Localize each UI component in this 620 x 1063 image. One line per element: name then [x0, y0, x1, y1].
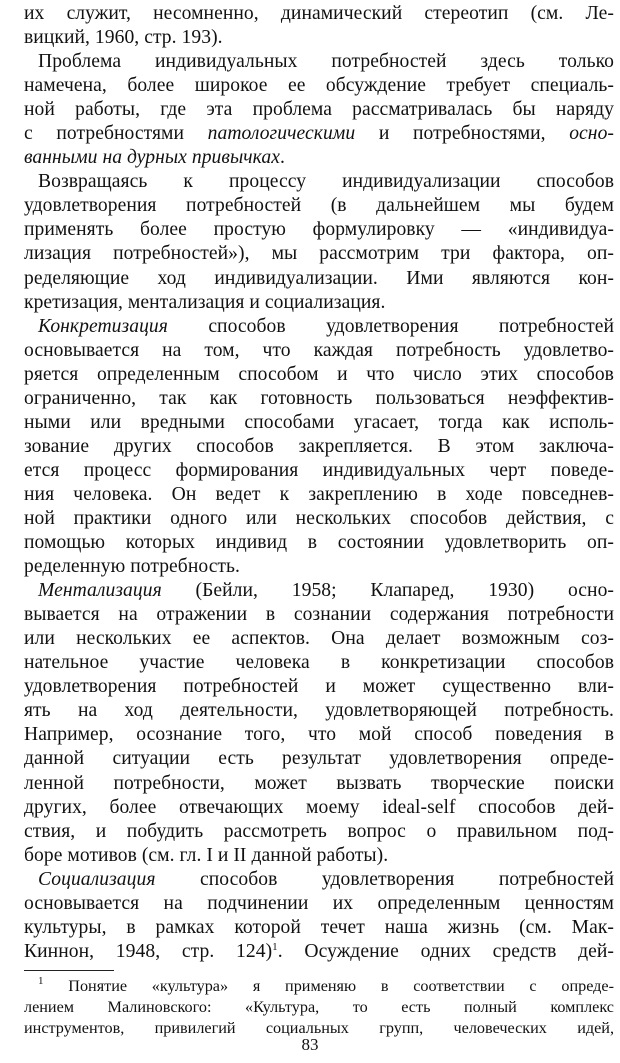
text-segment: применять более простую формулировку — «индивидуа-	[24, 219, 614, 241]
text-segment: Проблема индивидуальных потребностей здесь только	[38, 51, 614, 73]
text-line	[24, 699, 614, 723]
text-line	[24, 170, 614, 194]
text-line	[24, 50, 614, 74]
text-line	[24, 747, 614, 771]
footnote	[24, 976, 614, 1040]
text-segment: ной практики одного или нескольких способов действия, с	[24, 507, 614, 529]
text-segment: Например, осознание того, что мой способ поведения в	[24, 724, 614, 746]
text-line	[24, 387, 614, 411]
text-line	[24, 603, 614, 627]
italic-term: ванными на дурных привычках	[24, 147, 281, 169]
text-line	[24, 2, 614, 26]
text-segment: или нескольких ее аспектов. Она делает возможным соз-	[24, 628, 614, 650]
text-segment: зование других способов закрепляется. В этом заключа-	[24, 435, 614, 457]
page-content	[24, 2, 614, 1040]
text-segment: данной ситуации есть результат удовлетворения опреде-	[24, 748, 614, 770]
text-segment: .	[280, 147, 285, 169]
text-segment: ределенную потребность.	[24, 556, 240, 578]
text-segment: способов удовлетворения потребностей	[155, 868, 614, 890]
text-line	[24, 844, 614, 868]
text-segment: помощью которых индивид в состоянии удовлетворить оп-	[24, 532, 614, 554]
text-segment: . Осуждение одних средств дей-	[277, 940, 614, 962]
text-line	[24, 267, 614, 291]
text-line	[24, 675, 614, 699]
text-segment: нательное участие человека в конкретизации способов	[24, 652, 614, 674]
text-segment: ять на ход деятельности, удовлетворяющей потребность.	[24, 700, 614, 722]
footnote-divider	[24, 970, 114, 971]
text-segment: ствия, и побудить рассмотреть вопрос о правильном под-	[24, 820, 614, 842]
text-line	[24, 194, 614, 218]
text-line	[24, 218, 614, 242]
text-line	[24, 796, 614, 820]
text-line	[24, 411, 614, 435]
text-segment: ряется определенным способом и что число этих способов	[24, 363, 614, 385]
text-line	[24, 483, 614, 507]
text-segment: ленной потребности, может вызвать творческие поиски	[24, 772, 614, 794]
footnote-text: инструментов, привилегий социальных групп, человеческих идей,	[24, 1019, 614, 1038]
text-line	[24, 579, 614, 603]
text-segment: боре мотивов (см. гл. I и II данной работы).	[24, 844, 389, 866]
text-line	[24, 940, 614, 964]
text-line	[24, 74, 614, 98]
text-line	[24, 98, 614, 122]
text-segment: лизация потребностей»), мы рассмотрим три фактора, оп-	[24, 243, 614, 265]
text-line	[24, 820, 614, 844]
italic-term: патологическими	[207, 123, 356, 145]
page-number: 83	[301, 1035, 319, 1054]
text-line	[24, 627, 614, 651]
footnote-reference: 1	[272, 940, 278, 953]
text-segment: других, более отвечающих моему ideal-self способов дей-	[24, 796, 614, 818]
text-segment: их служит, несомненно, динамический стереотип (см. Ле-	[24, 3, 614, 24]
text-segment: с потребностями	[24, 123, 208, 145]
italic-term: осно-	[569, 123, 614, 145]
text-line	[24, 868, 614, 892]
text-segment: основывается на том, что каждая потребность удовлетво-	[24, 339, 614, 361]
text-line	[24, 892, 614, 916]
text-segment: ния человека. Он ведет к закреплению в ходе повседнев-	[24, 483, 614, 505]
text-line	[24, 146, 614, 170]
text-segment: намечена, более широкое ее обсуждение требует специаль-	[24, 75, 614, 97]
text-line	[24, 291, 614, 315]
footnote-line	[24, 976, 614, 997]
text-line	[24, 435, 614, 459]
text-segment: вывается на отражении в сознании содержания потребности	[24, 604, 614, 626]
text-segment: основывается на подчинении их определенным ценностям	[24, 892, 614, 914]
main-text	[24, 2, 614, 964]
text-line	[24, 339, 614, 363]
text-segment: ется процесс формирования индивидуальных черт поведе-	[24, 459, 614, 481]
text-segment: культуры, в рамках которой течет наша жизнь (см. Мак-	[24, 916, 614, 938]
text-line	[24, 916, 614, 940]
text-segment: вицкий, 1960, стр. 193).	[24, 27, 223, 49]
text-segment: Возвращаясь к процессу индивидуализации способов	[38, 171, 614, 193]
footnote-line	[24, 997, 614, 1018]
text-segment: ределяющие ход индивидуализации. Ими являются кон-	[24, 267, 614, 289]
text-segment: и потребностями,	[355, 123, 570, 145]
text-line	[24, 651, 614, 675]
text-segment: Киннон, 1948, стр. 124)	[24, 940, 273, 962]
text-segment: способов удовлетворения потребностей	[167, 315, 614, 337]
text-line	[24, 122, 614, 146]
text-line	[24, 459, 614, 483]
italic-term: Социализация	[38, 868, 156, 890]
text-line	[24, 315, 614, 339]
text-line	[24, 242, 614, 266]
text-line	[24, 531, 614, 555]
footnote-text: Понятие «культура» я применяю в соответствии с опреде-	[68, 976, 614, 995]
text-segment: (Бейли, 1958; Клапаред, 1930) осно-	[161, 580, 614, 602]
text-segment: ограниченно, так как готовность пользоваться неэффектив-	[24, 387, 614, 409]
text-segment: ной работы, где эта проблема рассматривалась бы наряду	[24, 99, 614, 121]
text-segment: ными или вредными способами угасает, тогда как исполь-	[24, 411, 614, 433]
italic-term: Конкретизация	[38, 315, 168, 337]
text-line	[24, 363, 614, 387]
footnote-text: лением Малиновского: «Культура, то есть полный комплекс	[24, 998, 614, 1017]
text-line	[24, 723, 614, 747]
italic-term: Ментализация	[38, 580, 162, 602]
text-line	[24, 555, 614, 579]
text-segment: удовлетворения потребностей и может существенно вли-	[24, 676, 614, 698]
text-line	[24, 772, 614, 796]
text-segment: кретизация, ментализация и социализация.	[24, 291, 386, 313]
footnote-marker: 1	[38, 974, 44, 987]
text-segment: удовлетворения потребностей (в дальнейшем мы будем	[24, 195, 614, 217]
text-line	[24, 26, 614, 50]
text-line	[24, 507, 614, 531]
